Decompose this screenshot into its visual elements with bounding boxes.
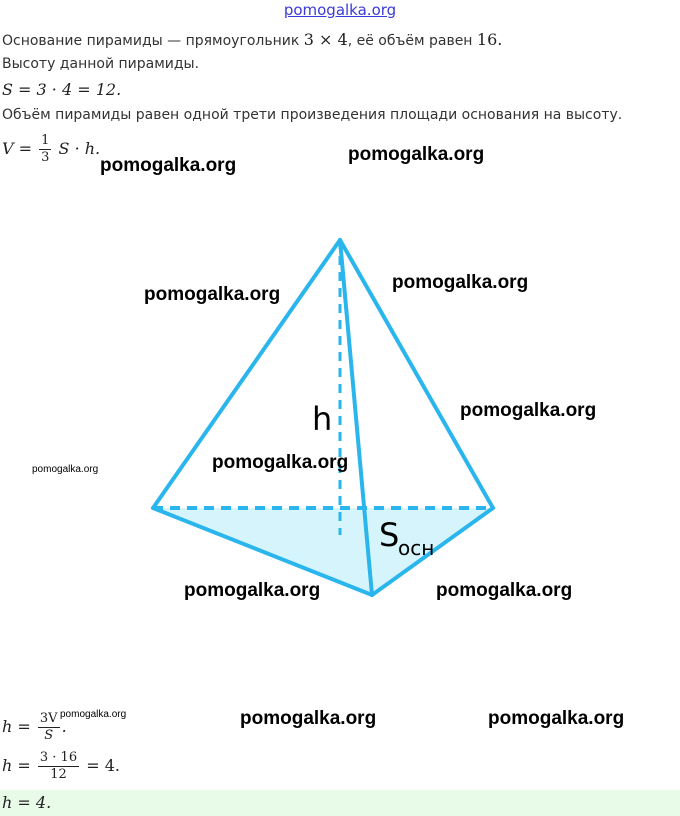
watermark: pomogalka.org (488, 708, 625, 729)
height-calc-fraction (38, 750, 79, 783)
problem-text: Основание пирамиды — прямоугольник (2, 33, 300, 49)
height-formula (2, 711, 67, 744)
problem-volume-text: , её объём равен (347, 33, 473, 49)
watermark: pomogalka.org (184, 580, 321, 601)
watermark: pomogalka.org (212, 452, 349, 473)
height-calculation (2, 750, 120, 783)
height-label: h (312, 400, 333, 438)
area-formula: S = 3 · 4 = 12. (2, 80, 122, 99)
watermark: pomogalka.org (100, 155, 237, 176)
volume-formula-lhs: V = (2, 139, 33, 158)
watermark: pomogalka.org (460, 400, 597, 421)
height-formula-lhs: h = (2, 717, 31, 736)
watermark: pomogalka.org (436, 580, 573, 601)
base-area-label: S (379, 516, 400, 554)
base-area-subscript: осн (398, 536, 435, 560)
watermark: pomogalka.org (144, 284, 281, 305)
fraction-numerator: 1 (41, 133, 50, 148)
problem-volume-value: 16. (476, 30, 503, 49)
watermark: pomogalka.org (348, 144, 485, 165)
height-calc-lhs: h = (2, 756, 31, 775)
watermark: pomogalka.org (240, 708, 377, 729)
height-calc-result: = 4. (86, 756, 120, 775)
fraction-numerator: 3 · 16 (39, 750, 78, 765)
fraction-denominator: S (44, 728, 54, 743)
watermark: pomogalka.org (32, 464, 99, 475)
answer: h = 4. (2, 793, 52, 812)
fraction-denominator: 3 (41, 150, 50, 165)
fraction-denominator: 12 (50, 767, 67, 782)
height-formula-rhs: . (61, 717, 67, 736)
fraction-numerator: 3V (39, 711, 58, 726)
answer-highlight (0, 790, 680, 816)
volume-formula-rhs: S · h. (58, 139, 101, 158)
watermark: pomogalka.org (60, 709, 127, 720)
height-fraction (38, 711, 60, 744)
problem-dimensions: 3 × 4 (303, 30, 348, 49)
volume-statement: Объём пирамиды равен одной трети произведения площади основания на высоту. (2, 107, 623, 123)
problem-line-2: Высоту данной пирамиды. (2, 56, 200, 72)
site-link[interactable]: pomogalka.org (283, 1, 397, 19)
watermark: pomogalka.org (392, 272, 529, 293)
